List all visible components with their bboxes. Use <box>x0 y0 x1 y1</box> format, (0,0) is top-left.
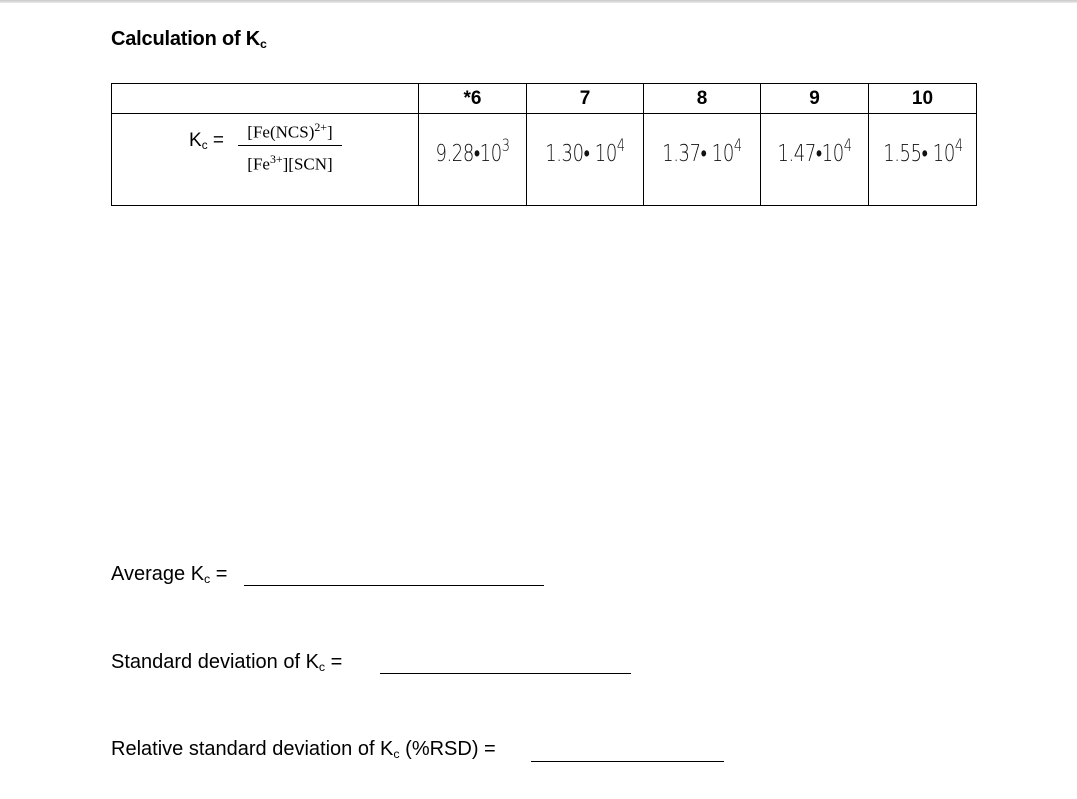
kc-values-row <box>112 114 977 206</box>
page-top-edge <box>0 0 1077 3</box>
kc-value-10 <box>869 114 977 206</box>
fraction-denominator: $[Fe^{3+}][SCN]$ <box>247 151 333 174</box>
kc-fraction <box>238 116 342 177</box>
fraction-numerator: [Fe(NCS)$^{2+}$] <box>238 116 342 146</box>
header-cell-blank <box>112 84 419 114</box>
section-title: Calculation of $K_c$ <box>111 28 267 52</box>
stddev-kc-label: Standard deviation of $K_c$ = <box>111 651 343 675</box>
average-kc-blank[interactable] <box>244 585 544 586</box>
trial-header-9: 9 <box>761 84 869 114</box>
kc-symbol: $K_c$ = <box>189 130 224 152</box>
table-header-row <box>112 84 977 114</box>
rsd-kc-blank[interactable] <box>531 761 724 762</box>
kc-value-9 <box>761 114 869 206</box>
trial-header-8: 8 <box>644 84 761 114</box>
kc-value-7 <box>527 114 644 206</box>
handwritten-value: $9.28•10^3$ <box>435 136 510 167</box>
trial-header-10: 10 <box>869 84 977 114</box>
stddev-kc-blank[interactable] <box>380 673 631 674</box>
handwritten-value: 1.30• $10^4$ <box>545 136 625 167</box>
rsd-kc-label: Relative standard deviation of $K_c$ (%RSD) = <box>111 738 496 762</box>
trial-header-6: *6 <box>419 84 527 114</box>
handwritten-value: 1.55• $10^4$ <box>882 136 963 167</box>
kc-table <box>111 83 977 206</box>
trial-header-7: 7 <box>527 84 644 114</box>
kc-value-6 <box>419 114 527 206</box>
average-kc-label: Average $K_c$ = <box>111 563 228 587</box>
kc-value-8 <box>644 114 761 206</box>
handwritten-value: $1.47•10^4$ <box>777 136 852 167</box>
kc-formula-cell <box>112 114 419 206</box>
handwritten-value: 1.37• $10^4$ <box>662 136 742 167</box>
